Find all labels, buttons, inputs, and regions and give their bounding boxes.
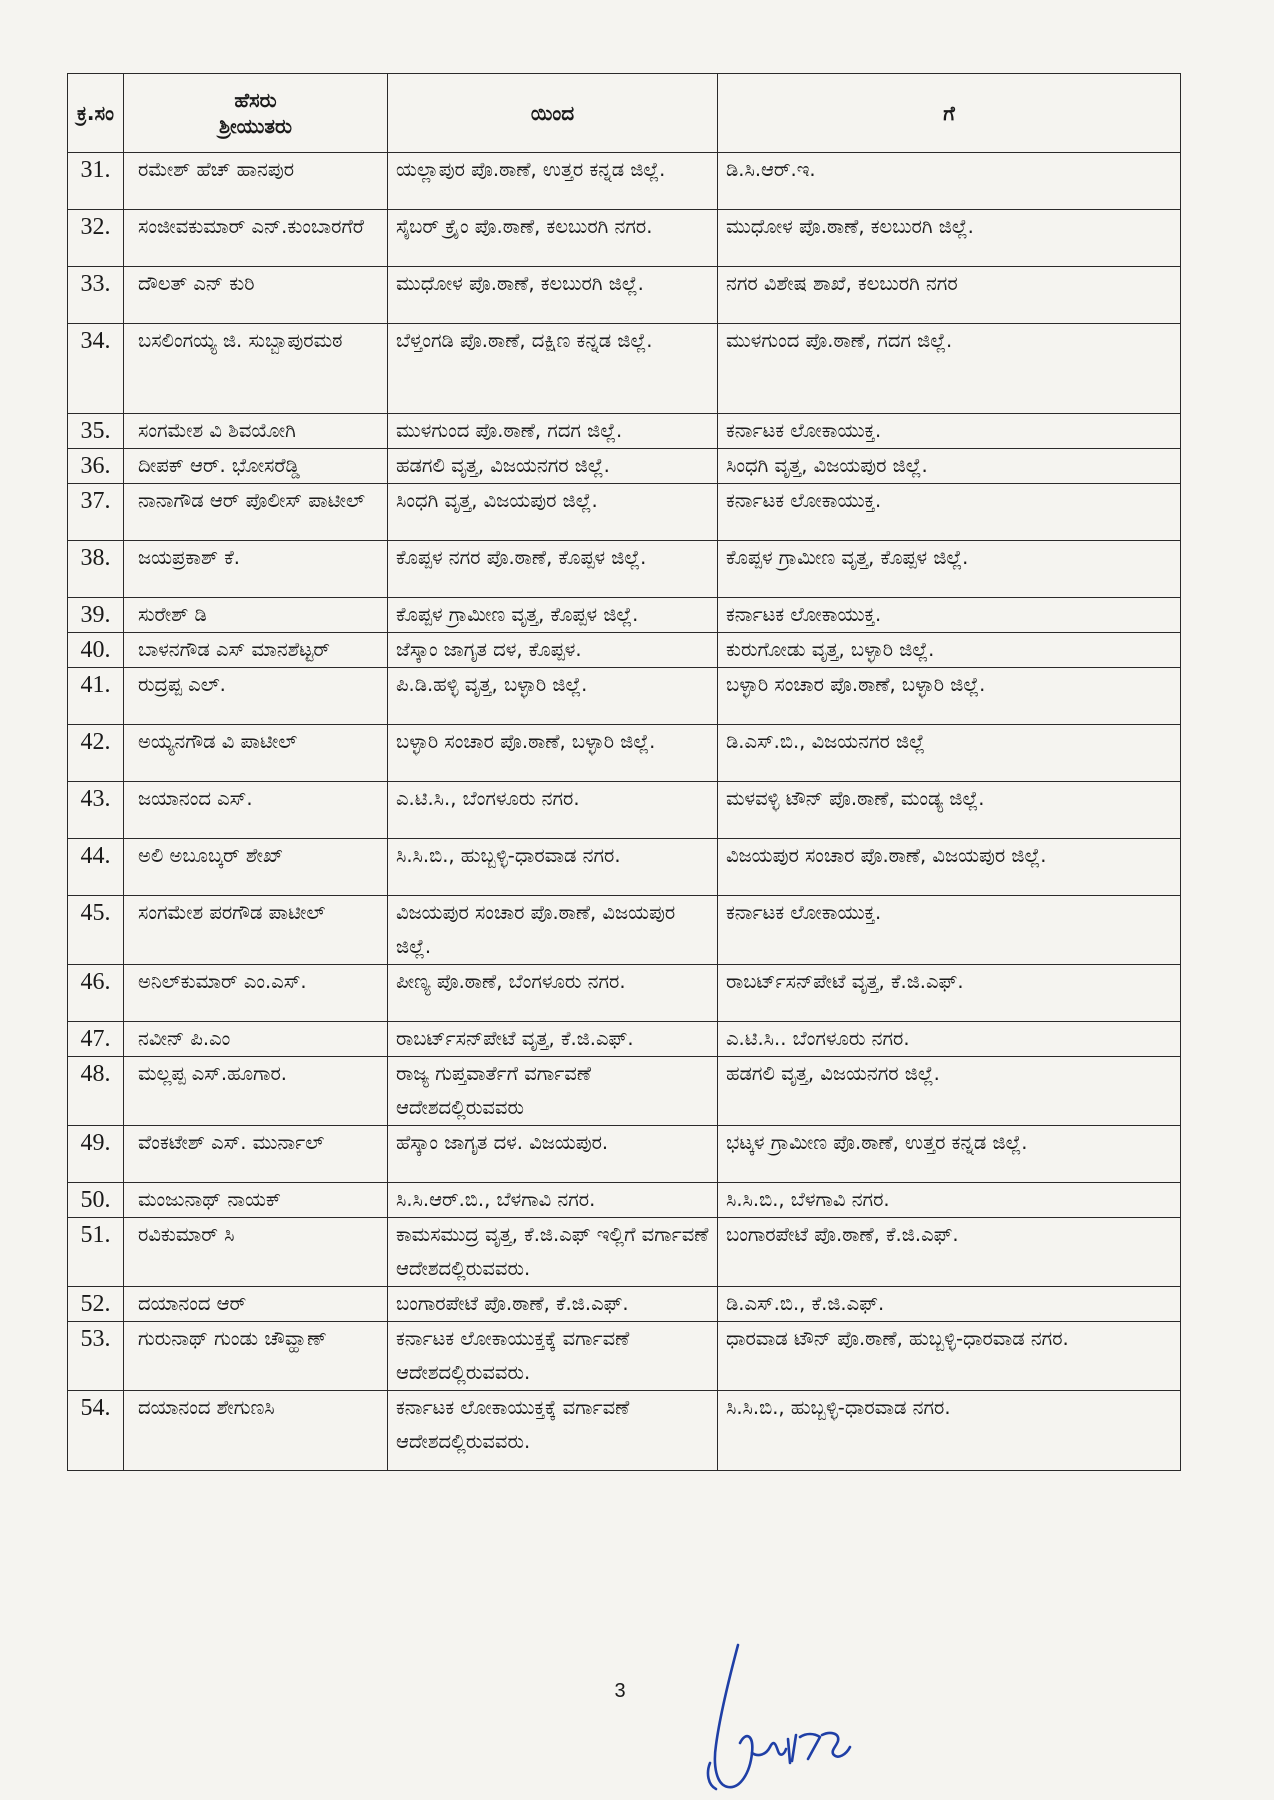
- row-to: ವಿಜಯಪುರ ಸಂಚಾರ ಪೊ.ಠಾಣೆ, ವಿಜಯಪುರ ಜಿಲ್ಲೆ.: [718, 839, 1181, 896]
- table-row: [68, 1022, 1181, 1057]
- table-row: [68, 782, 1181, 839]
- table-row: [68, 1391, 1181, 1471]
- row-serial: 33.: [68, 267, 124, 324]
- row-to: ಕರ್ನಾಟಕ ಲೋಕಾಯುಕ್ತ.: [718, 598, 1181, 633]
- row-name: ದಯಾನಂದ ಶೇಗುಣಸಿ: [124, 1391, 388, 1471]
- row-name: ಅನಿಲ್‌ಕುಮಾರ್ ಎಂ.ಎಸ್.: [124, 965, 388, 1022]
- row-from: ಸಿಂಧಗಿ ವೃತ್ತ, ವಿಜಯಪುರ ಜಿಲ್ಲೆ.: [388, 484, 718, 541]
- table-row: [68, 1183, 1181, 1218]
- row-to: ರಾಬರ್ಟ್‌ಸನ್‌ಪೇಟೆ ವೃತ್ತ, ಕೆ.ಜಿ.ಎಫ್.: [718, 965, 1181, 1022]
- row-to: ಹಡಗಲಿ ವೃತ್ತ, ವಿಜಯನಗರ ಜಿಲ್ಲೆ.: [718, 1057, 1181, 1126]
- table-row: [68, 449, 1181, 484]
- row-name: ಅಯ್ಯನಗೌಡ ವಿ ಪಾಟೀಲ್: [124, 725, 388, 782]
- row-serial: 54.: [68, 1391, 124, 1471]
- row-name: ಬಾಳನಗೌಡ ಎಸ್ ಮಾನಶೆಟ್ಟರ್: [124, 633, 388, 668]
- row-from: ಕೊಪ್ಪಳ ಗ್ರಾಮೀಣ ವೃತ್ತ, ಕೊಪ್ಪಳ ಜಿಲ್ಲೆ.: [388, 598, 718, 633]
- row-to: ಮುಳಗುಂದ ಪೊ.ಠಾಣೆ, ಗದಗ ಜಿಲ್ಲೆ.: [718, 324, 1181, 414]
- row-from: ವಿಜಯಪುರ ಸಂಚಾರ ಪೊ.ಠಾಣೆ, ವಿಜಯಪುರ ಜಿಲ್ಲೆ.: [388, 896, 718, 965]
- row-to: ಬಳ್ಳಾರಿ ಸಂಚಾರ ಪೊ.ಠಾಣೆ, ಬಳ್ಳಾರಿ ಜಿಲ್ಲೆ.: [718, 668, 1181, 725]
- row-to: ಮಳವಳ್ಳಿ ಟೌನ್ ಪೊ.ಠಾಣೆ, ಮಂಡ್ಯ ಜಿಲ್ಲೆ.: [718, 782, 1181, 839]
- row-serial: 49.: [68, 1126, 124, 1183]
- row-serial: 31.: [68, 153, 124, 210]
- row-name: ರುದ್ರಪ್ಪ ಎಲ್.: [124, 668, 388, 725]
- row-from: ಹೆಸ್ಕಾಂ ಜಾಗೃತ ದಳ. ವಿಜಯಪುರ.: [388, 1126, 718, 1183]
- header-serial: ಕ್ರ.ಸಂ: [68, 74, 124, 153]
- row-from: ಪಿ.ಡಿ.ಹಳ್ಳಿ ವೃತ್ತ, ಬಳ್ಳಾರಿ ಜಿಲ್ಲೆ.: [388, 668, 718, 725]
- row-from: ಬಳ್ಳಾರಿ ಸಂಚಾರ ಪೊ.ಠಾಣೆ, ಬಳ್ಳಾರಿ ಜಿಲ್ಲೆ.: [388, 725, 718, 782]
- row-from: ಕಾಮಸಮುದ್ರ ವೃತ್ತ, ಕೆ.ಜಿ.ಎಫ್ ಇಲ್ಲಿಗೆ ವರ್ಗಾವಣೆ ಆದೇಶದಲ್ಲಿರುವವರು.: [388, 1218, 718, 1287]
- row-from: ರಾಜ್ಯ ಗುಪ್ತವಾರ್ತೆಗೆ ವರ್ಗಾವಣೆ ಆದೇಶದಲ್ಲಿರುವವರು: [388, 1057, 718, 1126]
- row-serial: 51.: [68, 1218, 124, 1287]
- row-from: ಎ.ಟಿ.ಸಿ., ಬೆಂಗಳೂರು ನಗರ.: [388, 782, 718, 839]
- row-serial: 47.: [68, 1022, 124, 1057]
- row-to: ಡಿ.ಎಸ್.ಬಿ., ವಿಜಯನಗರ ಜಿಲ್ಲೆ: [718, 725, 1181, 782]
- row-from: ಕರ್ನಾಟಕ ಲೋಕಾಯುಕ್ತಕ್ಕೆ ವರ್ಗಾವಣೆ ಆದೇಶದಲ್ಲಿರುವವರು.: [388, 1391, 718, 1471]
- row-serial: 34.: [68, 324, 124, 414]
- table-row: [68, 414, 1181, 449]
- signature-image: [680, 1635, 860, 1795]
- row-name: ದೀಪಕ್ ಆರ್. ಭೋಸರೆಡ್ಡಿ: [124, 449, 388, 484]
- header-to: ಗೆ: [718, 74, 1181, 153]
- row-serial: 44.: [68, 839, 124, 896]
- row-from: ಬೆಳ್ತಂಗಡಿ ಪೊ.ಠಾಣೆ, ದಕ್ಷಿಣ ಕನ್ನಡ ಜಿಲ್ಲೆ.: [388, 324, 718, 414]
- row-serial: 41.: [68, 668, 124, 725]
- table-row: [68, 1057, 1181, 1126]
- table-row: [68, 598, 1181, 633]
- table-row: [68, 725, 1181, 782]
- table-header-row: [68, 74, 1181, 153]
- table-row: [68, 1287, 1181, 1322]
- row-to: ಸಿ.ಸಿ.ಬಿ., ಹುಬ್ಬಳ್ಳಿ-ಧಾರವಾಡ ನಗರ.: [718, 1391, 1181, 1471]
- row-from: ಕೊಪ್ಪಳ ನಗರ ಪೊ.ಠಾಣೆ, ಕೊಪ್ಪಳ ಜಿಲ್ಲೆ.: [388, 541, 718, 598]
- row-name: ಗುರುನಾಥ್ ಗುಂಡು ಚೌವ್ಹಾಣ್: [124, 1322, 388, 1391]
- row-name: ಸುರೇಶ್ ಡಿ: [124, 598, 388, 633]
- row-to: ಕರ್ನಾಟಕ ಲೋಕಾಯುಕ್ತ.: [718, 414, 1181, 449]
- row-name: ಬಸಲಿಂಗಯ್ಯ ಜಿ. ಸುಬ್ಬಾಪುರಮಠ: [124, 324, 388, 414]
- row-serial: 43.: [68, 782, 124, 839]
- page-number: 3: [614, 1680, 626, 1702]
- row-from: ಪೀಣ್ಯ ಪೊ.ಠಾಣೆ, ಬೆಂಗಳೂರು ನಗರ.: [388, 965, 718, 1022]
- table-row: [68, 324, 1181, 414]
- row-to: ಕರ್ನಾಟಕ ಲೋಕಾಯುಕ್ತ.: [718, 484, 1181, 541]
- row-from: ರಾಬರ್ಟ್‌ಸನ್‌ಪೇಟೆ ವೃತ್ತ, ಕೆ.ಜಿ.ಎಫ್.: [388, 1022, 718, 1057]
- row-to: ಸಿ.ಸಿ.ಬಿ., ಬೆಳಗಾವಿ ನಗರ.: [718, 1183, 1181, 1218]
- row-from: ಬಂಗಾರಪೇಟೆ ಪೊ.ಠಾಣೆ, ಕೆ.ಜಿ.ಎಫ್.: [388, 1287, 718, 1322]
- row-to: ಕರ್ನಾಟಕ ಲೋಕಾಯುಕ್ತ.: [718, 896, 1181, 965]
- table-row: [68, 484, 1181, 541]
- row-name: ನಾನಾಗೌಡ ಆರ್ ಪೊಲೀಸ್ ಪಾಟೀಲ್: [124, 484, 388, 541]
- row-serial: 38.: [68, 541, 124, 598]
- row-serial: 46.: [68, 965, 124, 1022]
- transfer-table: [67, 73, 1181, 1471]
- table-row: [68, 1218, 1181, 1287]
- table-row: [68, 267, 1181, 324]
- table-row: [68, 633, 1181, 668]
- row-to: ಕೊಪ್ಪಳ ಗ್ರಾಮೀಣ ವೃತ್ತ, ಕೊಪ್ಪಳ ಜಿಲ್ಲೆ.: [718, 541, 1181, 598]
- table-row: [68, 965, 1181, 1022]
- row-name: ಸಂಗಮೇಶ ಪರಗೌಡ ಪಾಟೀಲ್: [124, 896, 388, 965]
- row-from: ಸೈಬರ್ ಕ್ರೈಂ ಪೊ.ಠಾಣೆ, ಕಲಬುರಗಿ ನಗರ.: [388, 210, 718, 267]
- table-row: [68, 839, 1181, 896]
- row-from: ಸಿ.ಸಿ.ಬಿ., ಹುಬ್ಬಳ್ಳಿ-ಧಾರವಾಡ ನಗರ.: [388, 839, 718, 896]
- row-name: ರಮೇಶ್ ಹೆಚ್ ಹಾನಪುರ: [124, 153, 388, 210]
- row-name: ದಯಾನಂದ ಆರ್: [124, 1287, 388, 1322]
- row-serial: 39.: [68, 598, 124, 633]
- row-from: ಜೆಸ್ಕಾಂ ಜಾಗೃತ ದಳ, ಕೊಪ್ಪಳ.: [388, 633, 718, 668]
- header-from: ಯಿಂದ: [388, 74, 718, 153]
- row-name: ಜಯಾನಂದ ಎಸ್.: [124, 782, 388, 839]
- row-to: ಎ.ಟಿ.ಸಿ.. ಬೆಂಗಳೂರು ನಗರ.: [718, 1022, 1181, 1057]
- row-name: ಮಂಜುನಾಥ್ ನಾಯಕ್: [124, 1183, 388, 1218]
- row-to: ಕುರುಗೋಡು ವೃತ್ತ, ಬಳ್ಳಾರಿ ಜಿಲ್ಲೆ.: [718, 633, 1181, 668]
- row-from: ಕರ್ನಾಟಕ ಲೋಕಾಯುಕ್ತಕ್ಕೆ ವರ್ಗಾವಣೆ ಆದೇಶದಲ್ಲಿರುವವರು.: [388, 1322, 718, 1391]
- header-name-line1: ಹೆಸರು: [234, 88, 277, 112]
- row-to: ಸಿಂಧಗಿ ವೃತ್ತ, ವಿಜಯಪುರ ಜಿಲ್ಲೆ.: [718, 449, 1181, 484]
- row-from: ಮುಳಗುಂದ ಪೊ.ಠಾಣೆ, ಗದಗ ಜಿಲ್ಲೆ.: [388, 414, 718, 449]
- header-name: [124, 74, 388, 153]
- row-serial: 53.: [68, 1322, 124, 1391]
- row-to: ಮುಧೋಳ ಪೊ.ಠಾಣೆ, ಕಲಬುರಗಿ ಜಿಲ್ಲೆ.: [718, 210, 1181, 267]
- row-to: ನಗರ ವಿಶೇಷ ಶಾಖೆ, ಕಲಬುರಗಿ ನಗರ: [718, 267, 1181, 324]
- header-name-line2: ಶ್ರೀಯುತರು: [219, 114, 292, 138]
- row-serial: 32.: [68, 210, 124, 267]
- row-to: ಬಂಗಾರಪೇಟೆ ಪೊ.ಠಾಣೆ, ಕೆ.ಜಿ.ಎಫ್.: [718, 1218, 1181, 1287]
- row-from: ಸಿ.ಸಿ.ಆರ್.ಬಿ., ಬೆಳಗಾವಿ ನಗರ.: [388, 1183, 718, 1218]
- table-row: [68, 1126, 1181, 1183]
- row-serial: 52.: [68, 1287, 124, 1322]
- row-serial: 35.: [68, 414, 124, 449]
- row-to: ಭಟ್ಕಳ ಗ್ರಾಮೀಣ ಪೊ.ಠಾಣೆ, ಉತ್ತರ ಕನ್ನಡ ಜಿಲ್ಲೆ.: [718, 1126, 1181, 1183]
- row-to: ಧಾರವಾಡ ಟೌನ್ ಪೊ.ಠಾಣೆ, ಹುಬ್ಬಳ್ಳಿ-ಧಾರವಾಡ ನಗರ.: [718, 1322, 1181, 1391]
- row-serial: 40.: [68, 633, 124, 668]
- row-to: ಡಿ.ಎಸ್.ಬಿ., ಕೆ.ಜಿ.ಎಫ್.: [718, 1287, 1181, 1322]
- row-from: ಯಲ್ಲಾಪುರ ಪೊ.ಠಾಣೆ, ಉತ್ತರ ಕನ್ನಡ ಜಿಲ್ಲೆ.: [388, 153, 718, 210]
- table-row: [68, 896, 1181, 965]
- row-name: ರವಿಕುಮಾರ್ ಸಿ: [124, 1218, 388, 1287]
- row-name: ಅಲಿ ಅಬೂಬ್ಕರ್ ಶೇಖ್: [124, 839, 388, 896]
- table-row: [68, 153, 1181, 210]
- row-name: ಜಯಪ್ರಕಾಶ್ ಕೆ.: [124, 541, 388, 598]
- row-serial: 36.: [68, 449, 124, 484]
- row-name: ನವೀನ್ ಪಿ.ಎಂ: [124, 1022, 388, 1057]
- table-row: [68, 1322, 1181, 1391]
- row-serial: 48.: [68, 1057, 124, 1126]
- row-name: ವೆಂಕಟೇಶ್ ಎಸ್. ಮುರ್ನಾಲ್: [124, 1126, 388, 1183]
- table-row: [68, 668, 1181, 725]
- row-from: ಹಡಗಲಿ ವೃತ್ತ, ವಿಜಯನಗರ ಜಿಲ್ಲೆ.: [388, 449, 718, 484]
- row-to: ಡಿ.ಸಿ.ಆರ್.ಇ.: [718, 153, 1181, 210]
- table-row: [68, 541, 1181, 598]
- table-row: [68, 210, 1181, 267]
- row-name: ಸಂಗಮೇಶ ವಿ ಶಿವಯೋಗಿ: [124, 414, 388, 449]
- row-serial: 45.: [68, 896, 124, 965]
- row-name: ದೌಲತ್ ಎನ್ ಕುರಿ: [124, 267, 388, 324]
- row-name: ಸಂಜೀವಕುಮಾರ್ ಎನ್.ಕುಂಬಾರಗೆರೆ: [124, 210, 388, 267]
- row-serial: 37.: [68, 484, 124, 541]
- row-name: ಮಲ್ಲಪ್ಪ ಎಸ್.ಹೂಗಾರ.: [124, 1057, 388, 1126]
- row-serial: 42.: [68, 725, 124, 782]
- row-from: ಮುಧೋಳ ಪೊ.ಠಾಣೆ, ಕಲಬುರಗಿ ಜಿಲ್ಲೆ.: [388, 267, 718, 324]
- row-serial: 50.: [68, 1183, 124, 1218]
